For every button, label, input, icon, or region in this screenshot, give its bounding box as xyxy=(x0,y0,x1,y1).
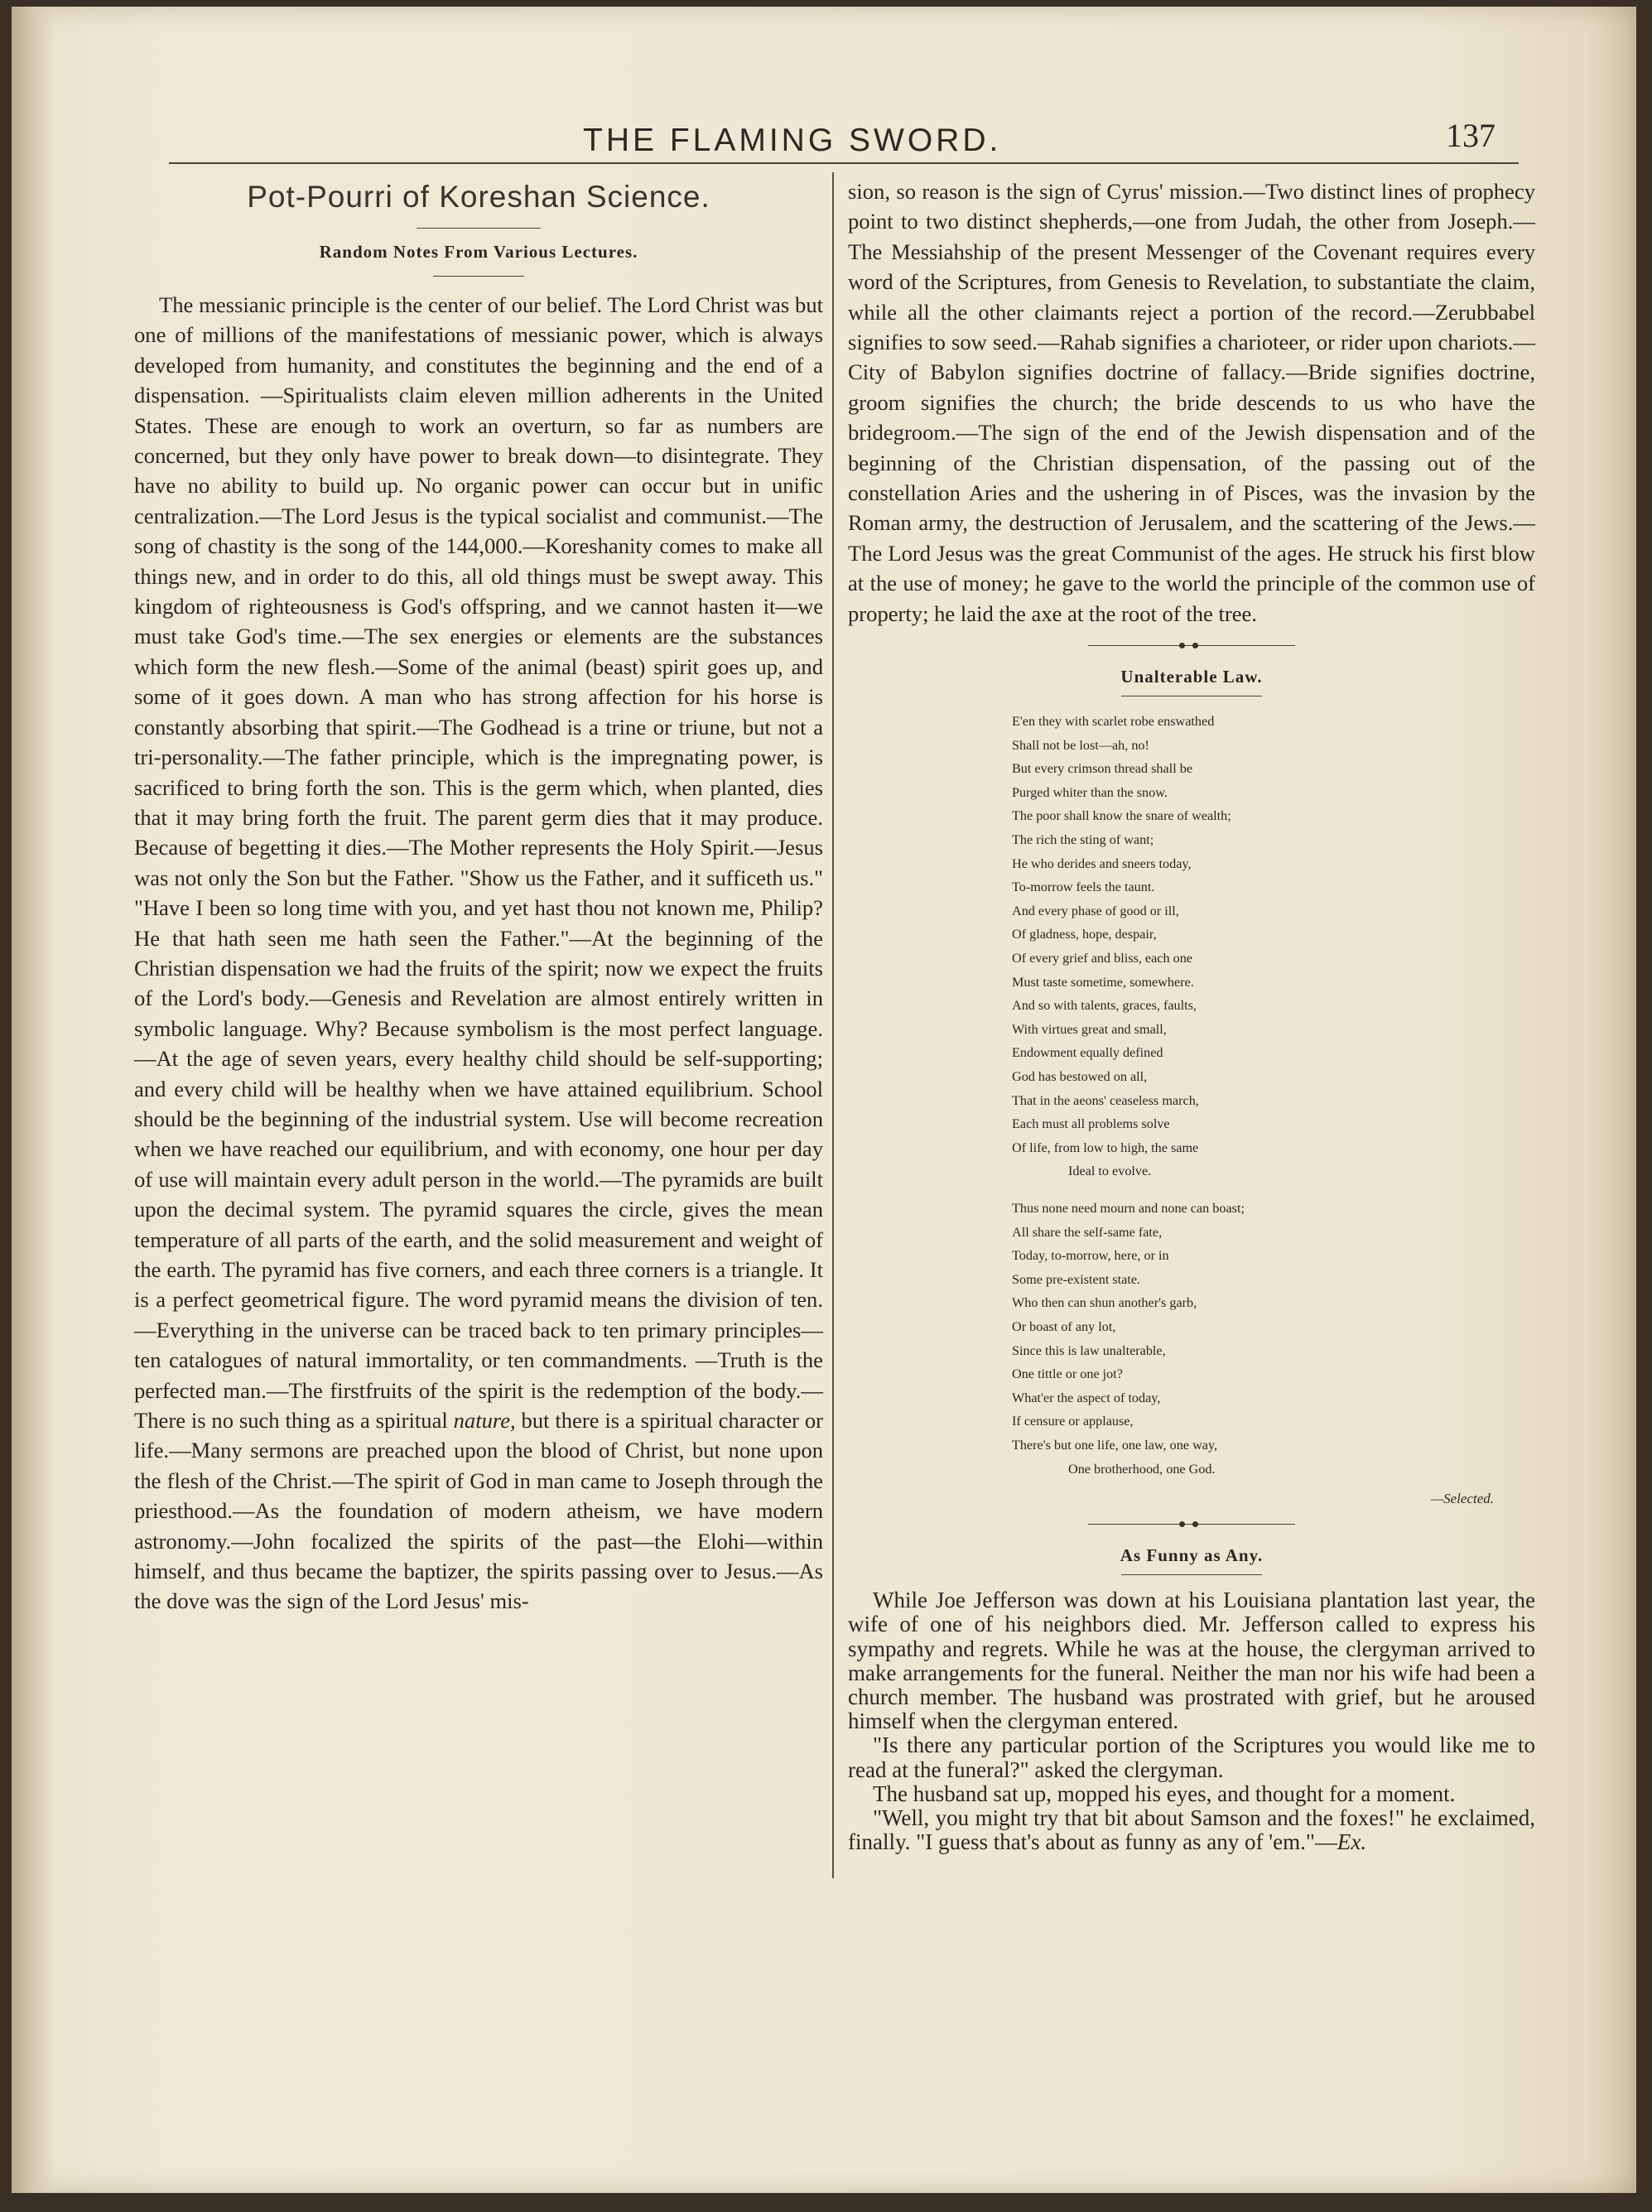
poem-line: Of every grief and bliss, each one xyxy=(1012,951,1192,966)
poem-line: All share the self-same fate, xyxy=(1012,1224,1163,1240)
anecdote-source: Ex. xyxy=(1337,1829,1367,1855)
article-body xyxy=(134,290,823,1617)
poem-line: That in the aeons' ceaseless march, xyxy=(1012,1092,1199,1108)
header-rule xyxy=(169,162,1519,164)
poem-line: Purged whiter than the snow. xyxy=(1012,784,1168,800)
poem-line: To-morrow feels the taunt. xyxy=(1012,879,1155,895)
emphasized-word: nature, xyxy=(453,1408,516,1434)
anecdote-paragraph-4 xyxy=(848,1806,1535,1854)
poem-stanza-1 xyxy=(1012,710,1535,1183)
article-continuation xyxy=(848,176,1535,629)
ornament-divider xyxy=(1088,1519,1295,1530)
poem-line: Thus none need mourn and none can boast; xyxy=(1012,1200,1245,1216)
poem-line: Each must all problems solve xyxy=(1012,1116,1170,1132)
poem-line: God has bestowed on all, xyxy=(1012,1069,1148,1084)
poem-line: Must taste sometime, somewhere. xyxy=(1012,974,1194,990)
article-subtitle: Random Notes From Various Lectures. xyxy=(319,242,638,262)
title-rule xyxy=(417,228,541,229)
poem-line: Of gladness, hope, despair, xyxy=(1012,927,1157,942)
poem-line: One tittle or one jot? xyxy=(1012,1366,1123,1382)
poem-line: Who then can shun another's garb, xyxy=(1012,1295,1197,1311)
poem-line: The poor shall know the snare of wealth; xyxy=(1012,808,1231,824)
anecdote-quote: "Well, you might try that bit about Samson and the foxes!" he exclaimed, finally. "I guess that's about as funny as any of 'em."— xyxy=(848,1805,1535,1855)
page-binding-shadow xyxy=(12,7,55,2193)
poem-line: Ideal to evolve. xyxy=(1068,1164,1152,1179)
anecdote-paragraph-2: "Is there any particular portion of the Scriptures you would like me to read at the funeral?" asked the clergyman. xyxy=(848,1732,1535,1782)
article-title: Pot-Pourri of Koreshan Science. xyxy=(247,180,710,214)
poem-credit: —Selected. xyxy=(1431,1491,1494,1507)
poem-line: Or boast of any lot, xyxy=(1012,1318,1116,1334)
poem-title: Unalterable Law. xyxy=(1120,667,1263,687)
poem-line: He who derides and sneers today, xyxy=(1012,855,1192,871)
ornament-divider xyxy=(1088,640,1295,652)
ornament-dot xyxy=(1179,643,1185,648)
anecdote-title-rule xyxy=(1121,1574,1262,1575)
poem-line: One brotherhood, one God. xyxy=(1068,1461,1216,1477)
poem-line: If censure or applause, xyxy=(1012,1414,1134,1429)
poem-line: Since this is law unalterable, xyxy=(1012,1342,1166,1358)
continuation-paragraph: sion, so reason is the sign of Cyrus' mission.—Two distinct lines of prophecy point to two distinct shepherds,—one from Judah, the other from Joseph.—The Messiahship of the present Messenger of the Covenant requires every word of the Scriptures, from Genesis to Revelation, to substantiate the claim, while all the other claimants reject a portion of the record.—Zerubbabel signifies to sow seed.—Rahab signifies a charioteer, or rider upon chariots.—City of Babylon signifies doctrine of fallacy.—Bride signifies doctrine, groom signifies the church; the bride descends to us who have the bridegroom.—The sign of the end of the Jewish dispensation and of the beginning of the Christian dispensation, of the passing out of the constellation Aries and the ushering in of Pisces, was the invasion by the Roman army, the destruction of Jerusalem, and the scattering of the Jews.—The Lord Jesus was the great Communist of the ages. He struck his first blow at the use of money; he gave to the world the principle of the common use of property; he laid the axe at the root of the tree. xyxy=(848,179,1535,626)
anecdote-body xyxy=(848,1588,1535,1854)
running-title: THE FLAMING SWORD. xyxy=(583,123,1002,158)
magazine-page xyxy=(12,7,1636,2193)
column-divider xyxy=(832,172,834,1878)
poem-line: What'er the aspect of today, xyxy=(1012,1390,1161,1405)
right-column xyxy=(848,176,1535,1854)
page-number: 137 xyxy=(1446,117,1495,154)
poem-line: There's but one life, one law, one way, xyxy=(1012,1437,1218,1453)
ornament-line xyxy=(1088,1524,1295,1525)
anecdote-title: As Funny as Any. xyxy=(1120,1545,1264,1566)
ornament-dot xyxy=(1179,1521,1185,1527)
poem-line: And so with talents, graces, faults, xyxy=(1012,998,1197,1014)
article-paragraph xyxy=(134,290,823,1617)
poem-line: Shall not be lost—ah, no! xyxy=(1012,737,1149,753)
subtitle-rule xyxy=(433,276,524,277)
poem-line: With virtues great and small, xyxy=(1012,1021,1167,1037)
poem-line: Of life, from low to high, the same xyxy=(1012,1140,1199,1155)
poem-line: The rich the sting of want; xyxy=(1012,832,1154,848)
poem-line: E'en they with scarlet robe enswathed xyxy=(1012,714,1215,730)
ornament-line xyxy=(1088,645,1295,646)
poem-stanza-2 xyxy=(1012,1197,1535,1481)
poem-line: Today, to-morrow, here, or in xyxy=(1012,1248,1169,1264)
poem-line: And every phase of good or ill, xyxy=(1012,903,1179,918)
ornament-dot xyxy=(1192,643,1198,648)
poem xyxy=(1012,710,1535,1481)
anecdote-paragraph-1: While Joe Jefferson was down at his Louisiana plantation last year, the wife of one of his neighbors died. Mr. Jefferson called to express his sympathy and regrets. While he was at the house, the clergyman arrived to make arrangements for the funeral. Neither the man nor his wife had been a church member. The husband was prostrated with grief, but he aroused himself when the clergyman entered. xyxy=(848,1588,1535,1734)
poem-line: But every crimson thread shall be xyxy=(1012,761,1193,777)
left-column xyxy=(134,176,823,1617)
anecdote-paragraph-3: The husband sat up, mopped his eyes, and thought for a moment. xyxy=(873,1781,1456,1806)
poem-line: Endowment equally defined xyxy=(1012,1045,1163,1061)
ornament-dot xyxy=(1192,1521,1198,1527)
poem-line: Some pre-existent state. xyxy=(1012,1271,1141,1287)
article-text-part-1: The messianic principle is the center of our belief. The Lord Christ was but one of millions of the manifestations of messianic power, which is always developed from humanity, and constitutes the beginning and the end of a dispensation. —Spiritualists claim eleven million adherents in the United States. These are enough to work an overturn, so far as numbers are concerned, but they only have power to break down—to disintegrate. They have no ability to build up. No organic power can occur but in unific centralization.—The Lord Jesus is the typical socialist and communist.—The song of chastity is the song of the 144,000.—Koreshanity comes to make all things new, and in order to do this, all old things must be swept away. This kingdom of righteousness is God's offspring, and we cannot hasten it—we must take God's time.—The sex energies or elements are the substances which form the new flesh.—Some of the animal (beast) spirit goes up, and some of it goes down. A man who has strong affection for his horse is constantly absorbing that spirit.—The Godhead is a trine or triune, but not a tri-personality.—The father principle, which is the impregnating power, is sacrificed to bring forth the son. This is the germ which, when planted, dies that it may bring forth the fruit. The parent germ dies that it may produce. Because of begetting it dies.—The Mother represents the Holy Spirit.—Jesus was not only the Son but the Father. "Show us the Father, and it sufficeth us." "Have I been so long time with you, and yet hast thou not known me, Philip? He that hath seen me hath seen the Father."—At the beginning of the Christian dispensation we had the fruits of the spirit; now we expect the fruits of the Lord's body.—Genesis and Revelation are almost entirely written in symbolic language. Why? Because symbolism is the most perfect language.—At the age of seven years, every healthy child should be self-supporting; and every child will be healthy when we have attained equilibrium. School should be the beginning of the industrial system. Use will become recreation when we have reached our equilibrium, and with economy, one hour per day of use will maintain every adult person in the world.—The pyramids are built upon the decimal system. The pyramid squares the circle, gives the mean temperature of all parts of the earth, and the solid measurement and weight of the earth. The pyramid has five corners, and each three corners is a triangle. It is a perfect geometrical figure. The word pyramid means the division of ten.—Everything in the universe can be traced back to ten primary principles—ten catalogues of natural immortality, or ten commandments. —Truth is the perfected man.—The firstfruits of the spirit is the redemption of the body.—There is no such thing as a spiritual xyxy=(134,292,823,1434)
article-text-part-2: but there is a spiritual character or life.—Many sermons are preached upon the blood of Christ, but none upon the flesh of the Christ.—The spirit of God in man came to Joseph through the priesthood.—As the foundation of modern atheism, we have modern astronomy.—John focalized the spirits of the past—the Elohi—within himself, and thus became the baptizer, the spirits passing over to Jesus.—As the dove was the sign of the Lord Jesus' mis- xyxy=(134,1408,823,1614)
